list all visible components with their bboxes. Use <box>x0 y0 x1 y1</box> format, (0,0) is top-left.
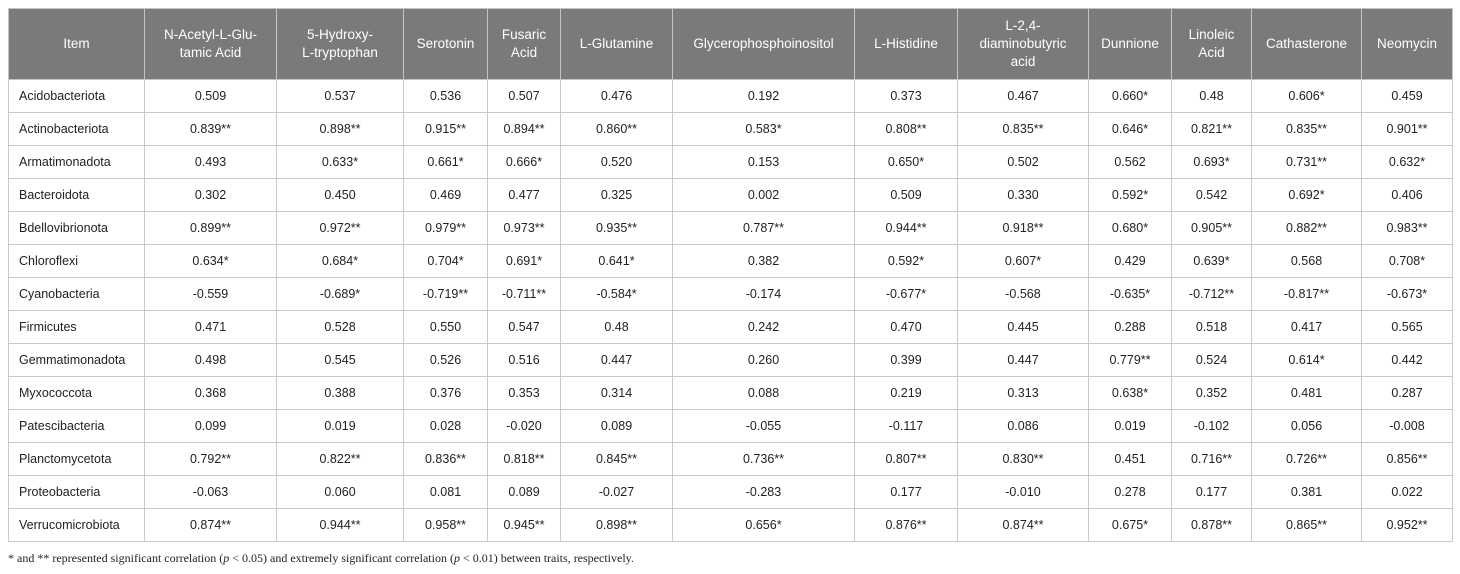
table-cell: 0.656* <box>673 509 855 542</box>
row-label: Actinobacteriota <box>9 113 145 146</box>
row-label: Myxococcota <box>9 377 145 410</box>
table-cell: -0.010 <box>958 476 1089 509</box>
table-cell: 0.493 <box>145 146 277 179</box>
table-cell: 0.153 <box>673 146 855 179</box>
table-cell: 0.528 <box>277 311 404 344</box>
column-header: L-Glutamine <box>561 9 673 80</box>
table-cell: 0.731** <box>1252 146 1362 179</box>
table-row <box>9 80 1453 113</box>
table-cell: 0.314 <box>561 377 673 410</box>
table-cell: 0.417 <box>1252 311 1362 344</box>
table-cell: 0.633* <box>277 146 404 179</box>
table-cell: 0.288 <box>1089 311 1172 344</box>
table-cell: 0.661* <box>404 146 488 179</box>
table-cell: -0.817** <box>1252 278 1362 311</box>
row-label: Patescibacteria <box>9 410 145 443</box>
table-cell: 0.518 <box>1172 311 1252 344</box>
table-cell: 0.088 <box>673 377 855 410</box>
footnote-part1: * and ** represented significant correlation ( <box>8 551 224 565</box>
table-cell: 0.507 <box>488 80 561 113</box>
table-cell: 0.542 <box>1172 179 1252 212</box>
table-cell: 0.028 <box>404 410 488 443</box>
table-cell: -0.283 <box>673 476 855 509</box>
table-cell: 0.650* <box>855 146 958 179</box>
table-row <box>9 377 1453 410</box>
table-cell: 0.876** <box>855 509 958 542</box>
footnote-part3: < 0.01) between traits, respectively. <box>459 551 634 565</box>
table-cell: 0.388 <box>277 377 404 410</box>
row-label: Bacteroidota <box>9 179 145 212</box>
row-label: Proteobacteria <box>9 476 145 509</box>
table-cell: 0.509 <box>855 179 958 212</box>
footnote-p-symbol: p <box>223 551 230 565</box>
table-cell: 0.376 <box>404 377 488 410</box>
table-cell: 0.882** <box>1252 212 1362 245</box>
table-cell: -0.174 <box>673 278 855 311</box>
table-cell: 0.680* <box>1089 212 1172 245</box>
table-cell: 0.447 <box>958 344 1089 377</box>
column-header: 5-Hydroxy- L-tryptophan <box>277 9 404 80</box>
table-cell: -0.719** <box>404 278 488 311</box>
table-cell: -0.055 <box>673 410 855 443</box>
table-cell: 0.520 <box>561 146 673 179</box>
table-cell: -0.027 <box>561 476 673 509</box>
table-cell: 0.099 <box>145 410 277 443</box>
table-cell: 0.660* <box>1089 80 1172 113</box>
table-cell: 0.835** <box>958 113 1089 146</box>
table-row <box>9 344 1453 377</box>
table-cell: 0.019 <box>277 410 404 443</box>
table-cell: 0.219 <box>855 377 958 410</box>
table-cell: 0.835** <box>1252 113 1362 146</box>
table-cell: -0.020 <box>488 410 561 443</box>
table-cell: 0.353 <box>488 377 561 410</box>
table-cell: -0.635* <box>1089 278 1172 311</box>
table-row <box>9 113 1453 146</box>
table-cell: -0.559 <box>145 278 277 311</box>
table-cell: 0.399 <box>855 344 958 377</box>
table-cell: 0.821** <box>1172 113 1252 146</box>
table-cell: 0.860** <box>561 113 673 146</box>
table-cell: 0.822** <box>277 443 404 476</box>
table-row <box>9 245 1453 278</box>
row-label: Gemmatimonadota <box>9 344 145 377</box>
table-cell: 0.450 <box>277 179 404 212</box>
table-row <box>9 212 1453 245</box>
table-cell: 0.836** <box>404 443 488 476</box>
table-cell: 0.944** <box>855 212 958 245</box>
table-cell: 0.865** <box>1252 509 1362 542</box>
table-cell: 0.708* <box>1362 245 1453 278</box>
table-footnote <box>8 551 634 566</box>
table-cell: 0.260 <box>673 344 855 377</box>
column-header: Fusaric Acid <box>488 9 561 80</box>
table-row <box>9 509 1453 542</box>
correlation-table <box>8 8 1453 542</box>
table-cell: 0.536 <box>404 80 488 113</box>
column-header: Glycerophosphoinositol <box>673 9 855 80</box>
table-cell: -0.102 <box>1172 410 1252 443</box>
column-header: N-Acetyl-L-Glu- tamic Acid <box>145 9 277 80</box>
table-cell: 0.684* <box>277 245 404 278</box>
table-cell: 0.952** <box>1362 509 1453 542</box>
table-cell: 0.901** <box>1362 113 1453 146</box>
table-cell: 0.382 <box>673 245 855 278</box>
table-cell: 0.874** <box>145 509 277 542</box>
table-cell: 0.972** <box>277 212 404 245</box>
table-cell: 0.373 <box>855 80 958 113</box>
table-cell: 0.192 <box>673 80 855 113</box>
table-row <box>9 476 1453 509</box>
row-label: Acidobacteriota <box>9 80 145 113</box>
table-cell: 0.352 <box>1172 377 1252 410</box>
table-cell: 0.086 <box>958 410 1089 443</box>
table-cell: 0.716** <box>1172 443 1252 476</box>
table-cell: -0.673* <box>1362 278 1453 311</box>
table-cell: 0.287 <box>1362 377 1453 410</box>
header-row <box>9 9 1453 80</box>
table-cell: 0.905** <box>1172 212 1252 245</box>
table-cell: 0.325 <box>561 179 673 212</box>
table-cell: 0.979** <box>404 212 488 245</box>
row-label: Armatimonadota <box>9 146 145 179</box>
table-cell: 0.242 <box>673 311 855 344</box>
table-cell: 0.898** <box>277 113 404 146</box>
table-cell: 0.839** <box>145 113 277 146</box>
table-cell: 0.856** <box>1362 443 1453 476</box>
column-header-item: Item <box>9 9 145 80</box>
table-cell: 0.48 <box>1172 80 1252 113</box>
table-cell: 0.592* <box>1089 179 1172 212</box>
row-label: Cyanobacteria <box>9 278 145 311</box>
table-cell: 0.060 <box>277 476 404 509</box>
table-cell: 0.022 <box>1362 476 1453 509</box>
table-cell: 0.899** <box>145 212 277 245</box>
table-cell: 0.807** <box>855 443 958 476</box>
table-cell: 0.429 <box>1089 245 1172 278</box>
column-header: Linoleic Acid <box>1172 9 1252 80</box>
footnote-part2: < 0.05) and extremely significant correlation ( <box>229 551 454 565</box>
column-header: L-Histidine <box>855 9 958 80</box>
table-cell: 0.779** <box>1089 344 1172 377</box>
table-row <box>9 410 1453 443</box>
table-cell: 0.704* <box>404 245 488 278</box>
table-cell: 0.524 <box>1172 344 1252 377</box>
table-cell: 0.874** <box>958 509 1089 542</box>
column-header: Dunnione <box>1089 9 1172 80</box>
table-cell: 0.056 <box>1252 410 1362 443</box>
table-cell: -0.677* <box>855 278 958 311</box>
table-cell: 0.639* <box>1172 245 1252 278</box>
table-cell: 0.808** <box>855 113 958 146</box>
table-cell: 0.470 <box>855 311 958 344</box>
table-cell: 0.313 <box>958 377 1089 410</box>
table-cell: 0.818** <box>488 443 561 476</box>
table-cell: 0.565 <box>1362 311 1453 344</box>
table-cell: 0.666* <box>488 146 561 179</box>
table-cell: 0.447 <box>561 344 673 377</box>
table-cell: 0.845** <box>561 443 673 476</box>
table-cell: 0.568 <box>1252 245 1362 278</box>
table-cell: 0.545 <box>277 344 404 377</box>
table-cell: 0.641* <box>561 245 673 278</box>
row-label: Planctomycetota <box>9 443 145 476</box>
column-header: Cathasterone <box>1252 9 1362 80</box>
table-row <box>9 179 1453 212</box>
table-cell: -0.008 <box>1362 410 1453 443</box>
table-cell: 0.935** <box>561 212 673 245</box>
row-label: Chloroflexi <box>9 245 145 278</box>
table-cell: 0.302 <box>145 179 277 212</box>
table-cell: -0.117 <box>855 410 958 443</box>
table-cell: 0.550 <box>404 311 488 344</box>
table-cell: 0.634* <box>145 245 277 278</box>
table-cell: -0.584* <box>561 278 673 311</box>
table-cell: 0.675* <box>1089 509 1172 542</box>
table-cell: -0.689* <box>277 278 404 311</box>
table-cell: 0.177 <box>1172 476 1252 509</box>
table-cell: 0.646* <box>1089 113 1172 146</box>
table-cell: 0.606* <box>1252 80 1362 113</box>
table-cell: 0.481 <box>1252 377 1362 410</box>
table-cell: 0.632* <box>1362 146 1453 179</box>
column-header: Neomycin <box>1362 9 1453 80</box>
row-label: Verrucomicrobiota <box>9 509 145 542</box>
footnote-p-symbol: p <box>453 551 460 565</box>
table-cell: 0.48 <box>561 311 673 344</box>
table-cell: 0.467 <box>958 80 1089 113</box>
table-cell: 0.830** <box>958 443 1089 476</box>
table-cell: 0.477 <box>488 179 561 212</box>
table-body <box>9 80 1453 542</box>
table-row <box>9 311 1453 344</box>
table-cell: 0.945** <box>488 509 561 542</box>
table-cell: 0.547 <box>488 311 561 344</box>
table-row <box>9 146 1453 179</box>
table-cell: 0.526 <box>404 344 488 377</box>
table-cell: 0.638* <box>1089 377 1172 410</box>
table-cell: 0.693* <box>1172 146 1252 179</box>
table-cell: 0.592* <box>855 245 958 278</box>
table-cell: 0.498 <box>145 344 277 377</box>
table-header <box>9 9 1453 80</box>
table-cell: 0.459 <box>1362 80 1453 113</box>
table-cell: 0.878** <box>1172 509 1252 542</box>
table-cell: 0.607* <box>958 245 1089 278</box>
table-cell: 0.516 <box>488 344 561 377</box>
table-cell: 0.081 <box>404 476 488 509</box>
table-cell: 0.983** <box>1362 212 1453 245</box>
table-cell: -0.711** <box>488 278 561 311</box>
table-cell: 0.002 <box>673 179 855 212</box>
table-cell: 0.368 <box>145 377 277 410</box>
table-cell: 0.451 <box>1089 443 1172 476</box>
table-cell: -0.712** <box>1172 278 1252 311</box>
table-cell: 0.019 <box>1089 410 1172 443</box>
table-cell: -0.568 <box>958 278 1089 311</box>
table-cell: -0.063 <box>145 476 277 509</box>
row-label: Firmicutes <box>9 311 145 344</box>
table-cell: 0.445 <box>958 311 1089 344</box>
table-cell: 0.469 <box>404 179 488 212</box>
table-cell: 0.692* <box>1252 179 1362 212</box>
column-header: L-2,4- diaminobutyric acid <box>958 9 1089 80</box>
table-cell: 0.502 <box>958 146 1089 179</box>
table-cell: 0.792** <box>145 443 277 476</box>
table-cell: 0.537 <box>277 80 404 113</box>
table-cell: 0.562 <box>1089 146 1172 179</box>
table-cell: 0.918** <box>958 212 1089 245</box>
table-cell: 0.330 <box>958 179 1089 212</box>
table-cell: 0.509 <box>145 80 277 113</box>
table-row <box>9 278 1453 311</box>
table-cell: 0.915** <box>404 113 488 146</box>
table-cell: 0.736** <box>673 443 855 476</box>
table-cell: 0.958** <box>404 509 488 542</box>
table-cell: 0.973** <box>488 212 561 245</box>
table-cell: 0.898** <box>561 509 673 542</box>
table-cell: 0.089 <box>488 476 561 509</box>
table-cell: 0.177 <box>855 476 958 509</box>
table-cell: 0.894** <box>488 113 561 146</box>
table-cell: 0.442 <box>1362 344 1453 377</box>
table-cell: 0.944** <box>277 509 404 542</box>
table-cell: 0.381 <box>1252 476 1362 509</box>
column-header: Serotonin <box>404 9 488 80</box>
table-cell: 0.787** <box>673 212 855 245</box>
table-row <box>9 443 1453 476</box>
table-cell: 0.406 <box>1362 179 1453 212</box>
table-cell: 0.476 <box>561 80 673 113</box>
table-cell: 0.278 <box>1089 476 1172 509</box>
table-cell: 0.614* <box>1252 344 1362 377</box>
row-label: Bdellovibrionota <box>9 212 145 245</box>
table-cell: 0.089 <box>561 410 673 443</box>
table-cell: 0.471 <box>145 311 277 344</box>
table-cell: 0.691* <box>488 245 561 278</box>
table-cell: 0.726** <box>1252 443 1362 476</box>
table-cell: 0.583* <box>673 113 855 146</box>
